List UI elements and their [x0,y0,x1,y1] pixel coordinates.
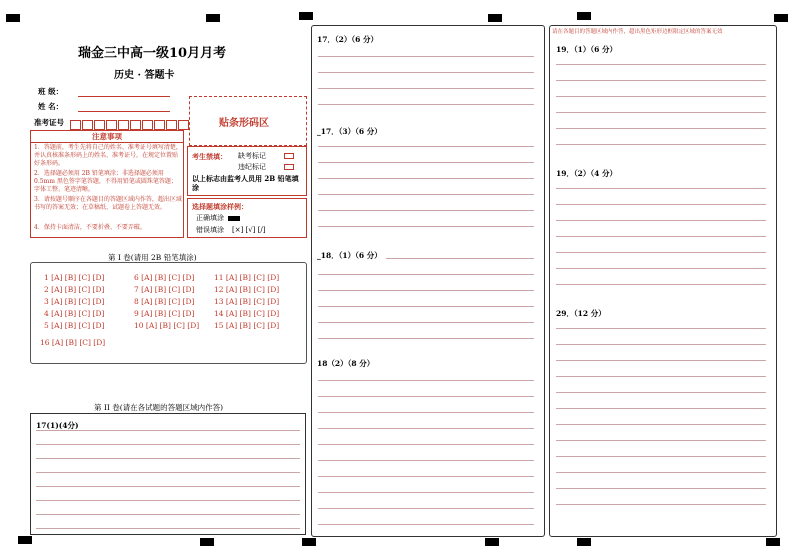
choice-col-3 [214,272,279,332]
q19-1-label: 19．（1）（6 分） [556,45,617,54]
choice-row[interactable]: 13 [A] [B] [C] [D] [214,297,280,306]
timing-mark [577,538,591,546]
notes-title: 注意事项 [30,131,184,143]
choice-row[interactable]: 1 [A] [B] [C] [D] [44,273,105,282]
choice-row[interactable]: 15 [A] [B] [C] [D] [214,321,280,330]
timing-mark [302,538,316,546]
choice-row[interactable]: 11 [A] [B] [C] [D] [214,273,280,282]
warning-text: 请在各题目的答题区域内作答，超出黑色矩形边框限定区域的答案无效 [552,29,723,35]
absent-checkbox[interactable] [284,153,294,159]
timing-mark [766,538,780,546]
q17-3-label: _17．（3）（6 分） [317,127,382,136]
violation-checkbox[interactable] [284,164,294,170]
name-field[interactable] [78,111,170,112]
q18-1-label: _18．（1）（6 分） [317,251,382,260]
choice-row[interactable]: 9 [A] [B] [C] [D] [134,309,195,318]
sample-title: 选择题填涂样例： [192,202,248,211]
timing-mark [488,14,502,22]
choice-row[interactable]: 4 [A] [B] [C] [D] [44,309,105,318]
choice-row[interactable]: 5 [A] [B] [C] [D] [44,321,105,330]
violation-label: 违纪标记 [238,163,266,171]
choice-row[interactable]: 16 [A] [B] [C] [D] [40,338,106,347]
choice-row[interactable]: 7 [A] [B] [C] [D] [134,285,195,294]
timing-mark [206,14,220,22]
choice-row[interactable]: 8 [A] [B] [C] [D] [134,297,195,306]
exam-id-label: 准考证号 [34,118,64,127]
forbidden-label: 考生禁填： [192,152,227,161]
q29-label: 29．（12 分） [556,309,606,318]
timing-mark [774,14,788,22]
q17-1-box [30,413,306,535]
correct-mark [228,216,240,221]
q19-2-label: 19．（2）（4 分） [556,169,617,178]
right-answer-box [549,25,777,537]
choice-row[interactable]: 12 [A] [B] [C] [D] [214,285,280,294]
choice-row[interactable]: 10 [A] [B] [C] [D] [134,321,200,330]
note-item: 4．保持卡面清洁，不要折叠、不要弄破。 [34,224,146,231]
class-label: 班 级： [38,87,64,96]
school-title: 瑞金三中高一级10月月考 [78,46,227,61]
section1-title: 第 I 卷(请用 2B 铅笔填涂) [108,253,197,262]
timing-mark [577,12,591,20]
barcode-label: 贴条形码区 [219,118,269,129]
q18-2-label: 18（2）（8 分） [317,359,375,368]
class-field[interactable] [78,96,170,97]
choice-col-2 [134,272,199,332]
subject-title: 历史 · 答题卡 [114,70,175,81]
timing-mark [18,536,32,544]
timing-mark [200,538,214,546]
choice-row[interactable]: 6 [A] [B] [C] [D] [134,273,195,282]
choice-row[interactable]: 3 [A] [B] [C] [D] [44,297,105,306]
correct-label: 正确填涂 [196,214,224,222]
timing-mark [299,12,313,20]
choice-col-1 [44,272,104,332]
timing-mark [485,538,499,546]
forbidden-note: 以上标志由监考人员用 2B 铅笔填涂 [192,174,299,192]
note-item: 1．答题前，考生先将自己的姓名、准考证号填写清楚，并认真核准条形码上的姓名、准考证号，在规定位置贴好条形码。 [34,144,182,167]
note-item: 2．选择题必须用 2B 铅笔填涂；非选择题必须用 0.5mm 黑色签字笔答题，不得用铅笔或圆珠笔答题；字体工整、笔迹清晰。 [34,170,177,193]
section2-title: 第 II 卷(请在各试题的答题区域内作答) [94,403,224,412]
wrong-marks: [×] [√] [/] [232,226,266,234]
q17-2-label: 17．（2）（6 分） [317,35,378,44]
q17-1-label: 17(1)(4分) [36,421,79,430]
name-label: 姓 名： [38,102,64,111]
absent-label: 缺考标记 [238,152,266,160]
choice-row[interactable]: 2 [A] [B] [C] [D] [44,285,105,294]
timing-mark [6,14,20,22]
choice-row[interactable]: 14 [A] [B] [C] [D] [214,309,280,318]
note-item: 3．请按题号顺序在各题目的答题区域内作答，超出区域书写的答案无效；在草稿纸、试题卷上答题无效。 [34,196,182,211]
wrong-label: 错误填涂 [196,226,224,234]
